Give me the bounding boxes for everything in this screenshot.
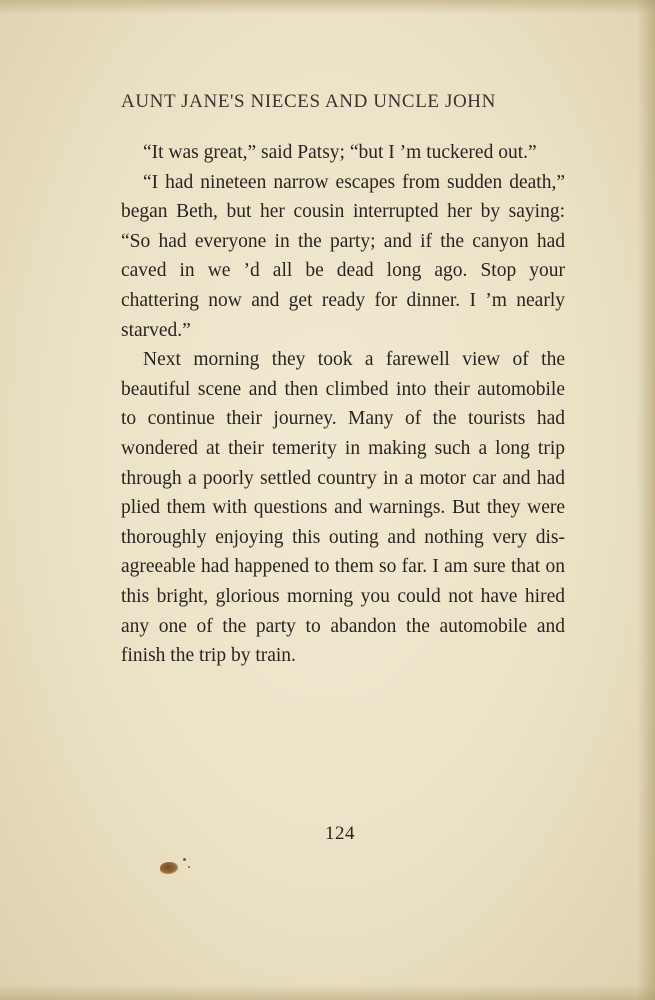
body-text <box>121 138 565 671</box>
page-number: 124 <box>325 823 355 844</box>
paragraph-3: Next morning they took a farewell view of the beautiful scene and then climbed into their automobile to continue their journey. Many of the tourists had wondered at their temerity in making such a long trip through a poorly settled country in a motor car and had plied them with questions and warnings. But they were thoroughly enjoying this outing and nothing very disagreeable had happened to them so far. I am sure that on this bright, glorious morning you could not have hired any one of the party to abandon the automobile and finish the trip by train. <box>121 349 565 667</box>
ink-stain <box>160 862 178 874</box>
paragraph-1: “It was great,” said Patsy; “but I ’m tuckered out.” <box>143 142 537 163</box>
paragraph-2: “I had nineteen narrow escapes from sudden death,” began Beth, but her cousin interrupted her by saying: “So had everyone in the party; and if the canyon had caved in we ’d all be dead long ago. Stop your chattering now and get ready for dinner. I ’m nearly starved.” <box>121 171 565 341</box>
ink-speck <box>183 858 186 861</box>
page-edge-right <box>637 0 655 1000</box>
ink-speck <box>188 866 190 868</box>
running-header: AUNT JANE'S NIECES AND UNCLE JOHN <box>121 91 496 112</box>
page-edge-bottom <box>0 984 655 1000</box>
page-edge-top <box>0 0 655 14</box>
